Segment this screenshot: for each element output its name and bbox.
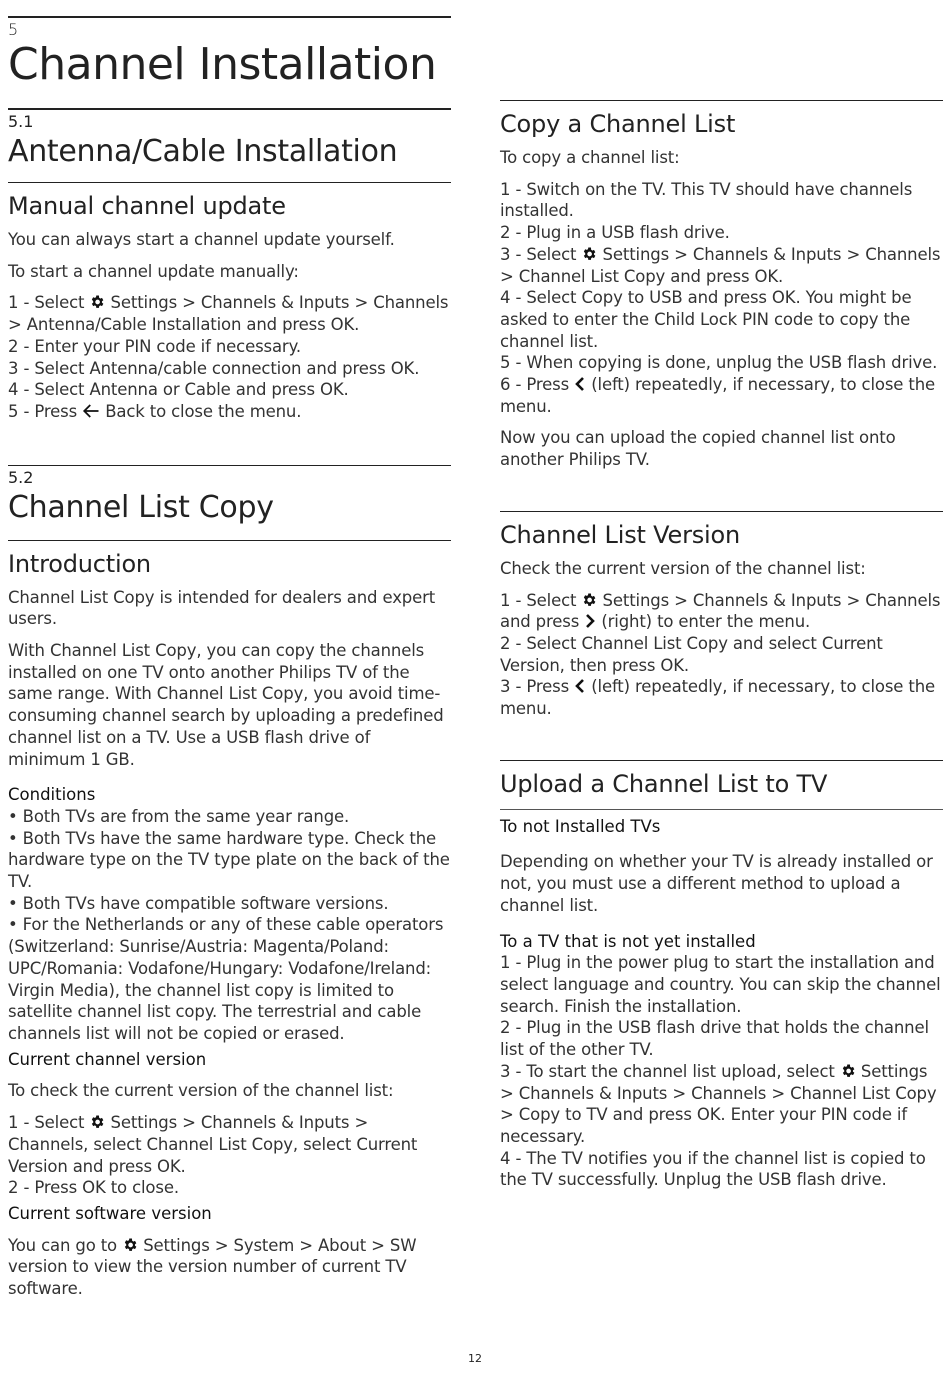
section-title-antenna: Antenna/Cable Installation <box>8 134 398 169</box>
subsection-rule <box>8 540 451 541</box>
manual-intro-text: You can always start a channel update yourself. <box>8 230 395 249</box>
chapter-title: Channel Installation <box>8 39 437 90</box>
current-software-version-label: Current software version <box>8 1203 212 1223</box>
page-number: 12 <box>468 1352 482 1365</box>
section-number-5-2: 5.2 <box>8 467 34 487</box>
upload-steps <box>500 952 943 1191</box>
gear-icon <box>840 1063 856 1079</box>
upload-step-4: 4 - The TV notifies you if the channel list is copied to the TV successfully. Unplug the USB flash drive. <box>500 1148 926 1190</box>
chevron-left-icon <box>574 678 586 694</box>
ccv-steps <box>8 1112 451 1199</box>
gear-icon <box>122 1237 138 1253</box>
current-channel-version-label: Current channel version <box>8 1049 207 1069</box>
back-arrow-icon <box>82 403 100 419</box>
subsection-rule <box>8 182 451 183</box>
upload-intro-text: Depending on whether your TV is already installed or not, you must use a different method to upload a channel list. <box>500 852 933 915</box>
condition-item: • Both TVs have the same hardware type. Check the hardware type on the TV type plate on the back of the TV. <box>8 828 450 892</box>
copy-step-4: 4 - Select Copy to USB and press OK. You might be asked to enter the Child Lock PIN code to copy the channel list. <box>500 288 912 351</box>
copy-step-3: 3 - Select Settings > Channels & Inputs > Channels > Channel List Copy and press OK. <box>500 244 941 286</box>
version-step-2: 2 - Select Channel List Copy and select Current Version, then press OK. <box>500 633 883 675</box>
section-number-5-1: 5.1 <box>8 112 34 131</box>
manual-step-3: 3 - Select Antenna/cable connection and press OK. <box>8 358 420 378</box>
subsection-title-upload: Upload a Channel List to TV <box>500 769 828 798</box>
version-intro-text: Check the current version of the channel list: <box>500 558 866 578</box>
section-title-channel-list-copy: Channel List Copy <box>8 489 274 525</box>
ccv-step-2: 2 - Press OK to close. <box>8 1178 179 1198</box>
subsection-rule <box>500 511 943 512</box>
ccv-intro-text: To check the current version of the channel list: <box>8 1081 394 1101</box>
condition-item: • Both TVs have compatible software versions. <box>8 893 389 913</box>
gear-icon <box>89 1114 105 1130</box>
conditions-label: Conditions <box>8 785 96 805</box>
conditions-list <box>8 806 451 1045</box>
chapter-rule <box>8 16 451 18</box>
upload-subheading-not-installed: To not Installed TVs <box>500 816 661 836</box>
subheading-rule <box>500 809 943 810</box>
version-step-3: 3 - Press (left) repeatedly, if necessary, to close the menu. <box>500 677 935 719</box>
copy-step-1: 1 - Switch on the TV. This TV should have channels installed. <box>500 179 913 221</box>
subsection-title-channel-list-version: Channel List Version <box>500 520 740 549</box>
gear-icon <box>89 294 105 310</box>
subsection-rule <box>500 760 943 761</box>
upload-step-1: 1 - Plug in the power plug to start the installation and select language and country. You can skip the channel search. Finish the installation. <box>500 953 941 1016</box>
upload-step-3: 3 - To start the channel list upload, select Settings > Channels & Inputs > Channels > Channel List Copy > Copy to TV and press OK. Enter your PIN code if necessary. <box>500 1061 937 1146</box>
right-column <box>500 0 943 1191</box>
manual-step-2: 2 - Enter your PIN code if necessary. <box>8 336 301 356</box>
upload-subheading-not-yet-installed: To a TV that is not yet installed <box>500 931 756 951</box>
manual-step-1: 1 - Select Settings > Channels & Inputs > Channels > Antenna/Cable Installation and press OK. <box>8 293 449 335</box>
copy-step-5: 5 - When copying is done, unplug the USB flash drive. <box>500 353 938 373</box>
copy-steps <box>500 179 943 418</box>
version-steps <box>500 590 943 720</box>
manual-step-4: 4 - Select Antenna or Cable and press OK. <box>8 380 349 400</box>
section-rule <box>8 108 451 110</box>
chevron-right-icon <box>584 613 596 629</box>
copy-intro-text: To copy a channel list: <box>500 148 680 167</box>
chevron-left-icon <box>574 376 586 392</box>
copy-step-6: 6 - Press (left) repeatedly, if necessary, to close the menu. <box>500 375 935 416</box>
upload-step-2: 2 - Plug in the USB flash drive that holds the channel list of the other TV. <box>500 1018 929 1060</box>
chapter-number: 5 <box>8 20 19 39</box>
intro-paragraph-2: With Channel List Copy, you can copy the channels installed on one TV onto another Philips TV of the same range. With Channel List Copy, you avoid time-consuming channel search by uploading a predefined channel list on a TV. Use a USB flash drive of minimum 1 GB. <box>8 641 444 769</box>
subsection-rule <box>500 100 943 101</box>
condition-item: • For the Netherlands or any of these cable operators (Switzerland: Sunrise/Austria: Magenta/Poland: UPC/Romania: Vodafone/Hungary: Vodafone/Ireland: Virgin Media), the channel list copy is limited to satellite channel list copy. The terrestrial and cable channels list will not be copied or erased. <box>8 915 444 1043</box>
csv-text-continued: Settings > System > About > SW version to view the version number of current TV software. <box>8 1235 417 1299</box>
copy-closing-text: Now you can upload the copied channel list onto another Philips TV. <box>500 428 896 470</box>
gear-icon <box>581 592 597 608</box>
manual-step-5: 5 - Press Back to close the menu. <box>8 401 302 421</box>
subsection-title-copy-channel-list: Copy a Channel List <box>500 110 736 138</box>
manual-steps <box>8 292 451 422</box>
subsection-title-introduction: Introduction <box>8 549 151 578</box>
manual-start-text: To start a channel update manually: <box>8 261 299 281</box>
left-column <box>8 0 451 1300</box>
ccv-step-1: 1 - Select Settings > Channels & Inputs > Channels, select Channel List Copy, select Current Version and press OK. <box>8 1113 418 1176</box>
csv-text-part-1: You can go to Settings > System > About > SW version to view the version number of current TV software. <box>8 1235 417 1299</box>
copy-step-2: 2 - Plug in a USB flash drive. <box>500 223 730 243</box>
condition-item: • Both TVs are from the same year range. <box>8 806 350 826</box>
section-rule <box>8 465 451 466</box>
subsection-title-manual-update: Manual channel update <box>8 192 286 220</box>
intro-paragraph-1: Channel List Copy is intended for dealers and expert users. <box>8 587 436 629</box>
gear-icon <box>581 246 597 262</box>
version-step-1: 1 - Select Settings > Channels & Inputs > Channels and press (right) to enter the menu. <box>500 590 941 632</box>
